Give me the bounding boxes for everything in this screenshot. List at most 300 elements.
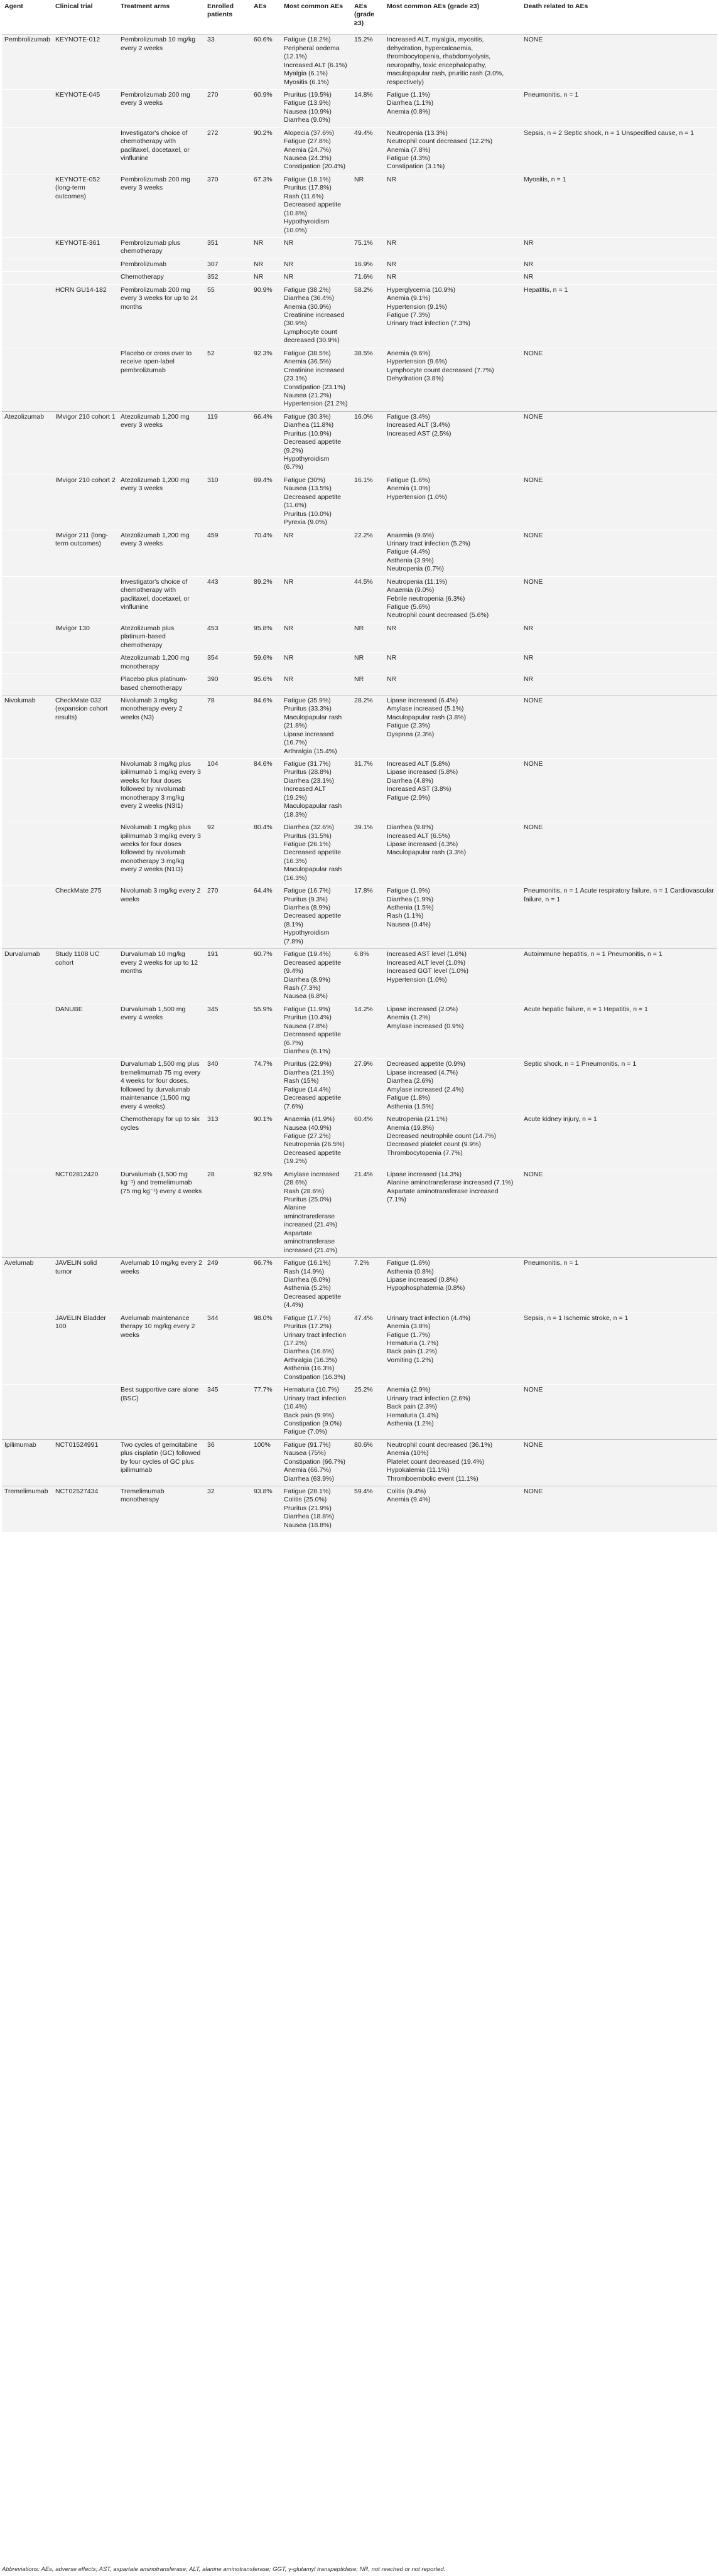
treatment-arm-cell: Chemotherapy [118,272,205,284]
common-aes-cell: Fatigue (28.1%) Colitis (25.0%) Pruritus (21.9%) Diarrhea (18.8%) Nausea (18.8%) [281,1486,352,1533]
table-row [2,949,717,1004]
trial-cell: CheckMate 275 [53,886,118,949]
header-most-common-aes-grade3: Most common AEs (grade ≥3) [384,0,521,35]
common-aes-cell: Fatigue (31.7%) Pruritus (28.8%) Diarrhea (23.1%) Increased ALT (19.2%) Maculopapular rash (18.3%) [281,759,352,822]
enrolled-cell: 351 [205,237,251,259]
aes-cell: 77.7% [251,1385,281,1440]
common-aes-grade3-cell: Fatigue (3.4%) Increased ALT (3.4%) Increased AST (2.5%) [384,411,521,475]
enrolled-cell: 28 [205,1169,251,1257]
aes-cell: 80.4% [251,822,281,886]
agent-cell [2,284,53,348]
aes-grade3-cell: 17.8% [352,886,384,949]
common-aes-grade3-cell: NR [384,623,521,652]
aes-cell: 66.4% [251,411,281,475]
enrolled-cell: 443 [205,576,251,623]
treatment-arm-cell: Pembrolizumab 200 mg every 3 weeks [118,174,205,237]
table-row [2,1385,717,1440]
treatment-arm-cell: Avelumab 10 mg/kg every 2 weeks [118,1258,205,1313]
header-most-common-aes: Most common AEs [281,0,352,35]
trial-cell: KEYNOTE-045 [53,89,118,127]
common-aes-grade3-cell: Diarrhea (9.8%) Increased ALT (6.5%) Lipase increased (4.3%) Maculopapular rash (3.3%) [384,822,521,886]
common-aes-cell: Fatigue (91.7%) Nausea (75%) Constipation (66.7%) Anemia (66.7%) Diarrhea (63.9%) [281,1439,352,1486]
trial-cell: NCT02527434 [53,1486,118,1533]
header-row [2,0,717,35]
death-cell: Hepatitis, n = 1 [521,284,717,348]
aes-cell: 92.3% [251,348,281,411]
trial-cell: KEYNOTE-052 (long-term outcomes) [53,174,118,237]
death-cell: NR [521,237,717,259]
common-aes-cell: Pruritus (19.5%) Fatigue (13.9%) Nausea (10.9%) Diarrhea (9.0%) [281,89,352,127]
trial-cell: IMvigor 211 (long-term outcomes) [53,530,118,576]
death-cell: NONE [521,411,717,475]
common-aes-cell: NR [281,272,352,284]
common-aes-grade3-cell: NR [384,174,521,237]
common-aes-cell: NR [281,530,352,576]
agent-cell [2,623,53,652]
aes-cell: 69.4% [251,475,281,530]
common-aes-grade3-cell: Urinary tract infection (4.4%) Anemia (3.8%) Fatigue (1.7%) Hematuria (1.7%) Back pain (1.2%) Vomiting (1.2%) [384,1312,521,1385]
aes-cell: 89.2% [251,576,281,623]
aes-cell: 60.9% [251,89,281,127]
aes-grade3-cell: 38.5% [352,348,384,411]
table-row [2,1312,717,1385]
enrolled-cell: 270 [205,89,251,127]
enrolled-cell: 52 [205,348,251,411]
common-aes-cell: Fatigue (19.4%) Decreased appetite (9.4%) Diarrhea (8.9%) Rash (7.3%) Nausea (6.8%) [281,949,352,1004]
agent-cell [2,89,53,127]
aes-grade3-cell: 7.2% [352,1258,384,1313]
common-aes-grade3-cell: Fatigue (1.1%) Diarrhea (1.1%) Anemia (0.8%) [384,89,521,127]
header-enrolled-patients: Enrolled patients [205,0,251,35]
death-cell: Pneumonitis, n = 1 [521,1258,717,1313]
trial-cell [53,759,118,822]
trial-cell [53,653,118,674]
aes-grade3-cell: 16.1% [352,475,384,530]
trial-cell: KEYNOTE-012 [53,35,118,90]
aes-cell: 55.9% [251,1004,281,1059]
table-row [2,35,717,90]
death-cell: Autoimmune hepatitis, n = 1 Pneumonitis, n = 1 [521,949,717,1004]
table-row [2,284,717,348]
agent-cell: Durvalumab [2,949,53,1004]
trial-cell [53,348,118,411]
common-aes-cell: Alopecia (37.6%) Fatigue (27.8%) Anemia (24.7%) Nausea (24.3%) Constipation (20.4%) [281,127,352,174]
treatment-arm-cell: Atezolizumab 1,200 mg every 3 weeks [118,411,205,475]
aes-cell: NR [251,259,281,271]
enrolled-cell: 270 [205,886,251,949]
treatment-arm-cell: Durvalumab 10 mg/kg every 2 weeks for up to 12 months [118,949,205,1004]
aes-grade3-cell: NR [352,174,384,237]
common-aes-grade3-cell: Lipase increased (2.0%) Anemia (1.2%) Amylase increased (0.9%) [384,1004,521,1059]
table-row [2,1004,717,1059]
death-cell: NONE [521,1169,717,1257]
death-cell: NR [521,259,717,271]
agent-cell [2,348,53,411]
treatment-arm-cell: Atezolizumab 1,200 mg every 3 weeks [118,475,205,530]
common-aes-grade3-cell: Anaemia (9.6%) Urinary tract infection (5.2%) Fatigue (4.4%) Asthenia (3.9%) Neutropenia (0.7%) [384,530,521,576]
common-aes-cell: NR [281,674,352,695]
death-cell: NONE [521,530,717,576]
common-aes-cell: Fatigue (17.7%) Pruritus (17.2%) Urinary tract infection (17.2%) Diarrhea (16.6%) Arthralgia (16.3%) Asthenia (16.3%) Constipation (16.3%) [281,1312,352,1385]
aes-grade3-cell: 58.2% [352,284,384,348]
table-row [2,237,717,259]
common-aes-grade3-cell: Lipase increased (14.3%) Alanine aminotransferase increased (7.1%) Aspartate aminotransferase increased (7.1%) [384,1169,521,1257]
aes-grade3-cell: 49.4% [352,127,384,174]
common-aes-grade3-cell: Increased ALT (5.8%) Lipase increased (5.8%) Diarrhea (4.8%) Increased AST (3.8%) Fatigue (2.9%) [384,759,521,822]
aes-grade3-cell: 25.2% [352,1385,384,1440]
aes-grade3-cell: 44.5% [352,576,384,623]
header-aes-grade3: AEs (grade ≥3) [352,0,384,35]
aes-cell: 60.6% [251,35,281,90]
header-treatment-arms: Treatment arms [118,0,205,35]
aes-cell: 95.6% [251,674,281,695]
trial-cell [53,576,118,623]
common-aes-grade3-cell: Lipase increased (6.4%) Amylase increased (5.1%) Maculopapular rash (3.8%) Fatigue (2.3%) Dyspnea (2.3%) [384,695,521,758]
death-cell: NR [521,653,717,674]
enrolled-cell: 272 [205,127,251,174]
common-aes-cell: Fatigue (18.2%) Peripheral oedema (12.1%) Increased ALT (6.1%) Myalgia (6.1%) Myositis (6.1%) [281,35,352,90]
agent-cell [2,259,53,271]
table-row [2,411,717,475]
trial-cell: JAVELIN Bladder 100 [53,1312,118,1385]
enrolled-cell: 352 [205,272,251,284]
common-aes-cell: Amylase increased (28.6%) Rash (28.6%) Pruritus (25.0%) Alanine aminotransferase increased (21.4%) Aspartate aminotransferase increased (21.4%) [281,1169,352,1257]
header-clinical-trial: Clinical trial [53,0,118,35]
aes-grade3-cell: NR [352,674,384,695]
table-row [2,127,717,174]
treatment-arm-cell: Pembrolizumab plus chemotherapy [118,237,205,259]
trial-cell [53,674,118,695]
treatment-arm-cell: Atezolizumab 1,200 mg every 3 weeks [118,530,205,576]
aes-grade3-cell: 31.7% [352,759,384,822]
death-cell: NR [521,674,717,695]
enrolled-cell: 313 [205,1114,251,1169]
enrolled-cell: 307 [205,259,251,271]
aes-grade3-cell: 80.6% [352,1439,384,1486]
aes-cell: 66.7% [251,1258,281,1313]
table-row [2,1258,717,1313]
common-aes-cell: Fatigue (38.5%) Anemia (36.5%) Creatinine increased (23.1%) Constipation (23.1%) Nausea (21.2%) Hypertension (21.2%) [281,348,352,411]
treatment-arm-cell: Nivolumab 3 mg/kg plus ipilimumab 1 mg/kg every 3 weeks for four doses followed by nivolumab monotherapy 3 mg/kg every 2 weeks (N3I1) [118,759,205,822]
agent-cell: Avelumab [2,1258,53,1313]
aes-grade3-cell: 14.8% [352,89,384,127]
agent-cell [2,475,53,530]
common-aes-grade3-cell: NR [384,272,521,284]
common-aes-grade3-cell: Neutrophil count decreased (36.1%) Anemia (10%) Platelet count decreased (19.4%) Hypokalemia (11.1%) Thromboembolic event (11.1%) [384,1439,521,1486]
header-aes: AEs [251,0,281,35]
aes-cell: NR [251,237,281,259]
aes-cell: 74.7% [251,1059,281,1114]
common-aes-grade3-cell: Colitis (9.4%) Anemia (9.4%) [384,1486,521,1533]
treatment-arm-cell: Nivolumab 3 mg/kg every 2 weeks [118,886,205,949]
common-aes-grade3-cell: Increased AST level (1.6%) Increased ALT level (1.0%) Increased GGT level (1.0%) Hypertension (1.0%) [384,949,521,1004]
enrolled-cell: 191 [205,949,251,1004]
enrolled-cell: 344 [205,1312,251,1385]
trial-cell: NCT02812420 [53,1169,118,1257]
death-cell: Myositis, n = 1 [521,174,717,237]
agent-cell [2,886,53,949]
table-row [2,576,717,623]
aes-grade3-cell: 22.2% [352,530,384,576]
aes-grade3-cell: 6.8% [352,949,384,1004]
common-aes-grade3-cell: NR [384,674,521,695]
table-row [2,1059,717,1114]
trial-cell: IMvigor 130 [53,623,118,652]
enrolled-cell: 370 [205,174,251,237]
treatment-arm-cell: Atezolizumab 1,200 mg monotherapy [118,653,205,674]
table-row [2,272,717,284]
treatment-arm-cell: Two cycles of gemcitabine plus cisplatin (GC) followed by four cycles of GC plus ipilimumab [118,1439,205,1486]
enrolled-cell: 340 [205,1059,251,1114]
agent-cell: Tremelimumab [2,1486,53,1533]
adverse-events-table [2,0,717,1532]
enrolled-cell: 78 [205,695,251,758]
trial-cell: IMvigor 210 cohort 1 [53,411,118,475]
aes-grade3-cell: 16.0% [352,411,384,475]
agent-cell [2,174,53,237]
trial-cell [53,1059,118,1114]
enrolled-cell: 92 [205,822,251,886]
common-aes-cell: Anaemia (41.9%) Nausea (40.9%) Fatigue (27.2%) Neutropenia (26.5%) Decreased appetite (19.2%) [281,1114,352,1169]
agent-cell: Ipilimumab [2,1439,53,1486]
treatment-arm-cell: Investigator's choice of chemotherapy with paclitaxel, docetaxel, or vinflunine [118,576,205,623]
common-aes-cell: NR [281,259,352,271]
table-row [2,653,717,674]
table-row [2,695,717,758]
table-row [2,348,717,411]
enrolled-cell: 345 [205,1385,251,1440]
aes-grade3-cell: 15.2% [352,35,384,90]
death-cell: NONE [521,759,717,822]
death-cell: Pneumonitis, n = 1 [521,89,717,127]
treatment-arm-cell: Placebo plus platinum-based chemotherapy [118,674,205,695]
treatment-arm-cell: Nivolumab 1 mg/kg plus ipilimumab 3 mg/kg every 3 weeks for four doses followed by nivolumab monotherapy 3 mg/kg every 2 weeks (N1I3) [118,822,205,886]
common-aes-cell: Hematuria (10.7%) Urinary tract infection (10.4%) Back pain (9.9%) Constipation (9.0%) Fatigue (7.0%) [281,1385,352,1440]
common-aes-cell: Fatigue (16.1%) Rash (14.9%) Diarrhea (6.0%) Asthenia (5.2%) Decreased appetite (4.4%) [281,1258,352,1313]
aes-cell: 67.3% [251,174,281,237]
common-aes-cell: Fatigue (35.9%) Pruritus (33.3%) Maculopapular rash (21.8%) Lipase increased (16.7%) Arthralgia (15.4%) [281,695,352,758]
table-row [2,1169,717,1257]
table-row [2,530,717,576]
aes-cell: 93.8% [251,1486,281,1533]
trial-cell: JAVELIN solid tumor [53,1258,118,1313]
trial-cell: IMvigor 210 cohort 2 [53,475,118,530]
aes-grade3-cell: 39.1% [352,822,384,886]
aes-cell: 90.9% [251,284,281,348]
death-cell: NONE [521,576,717,623]
enrolled-cell: 310 [205,475,251,530]
enrolled-cell: 33 [205,35,251,90]
aes-cell: 95.8% [251,623,281,652]
aes-grade3-cell: 28.2% [352,695,384,758]
agent-cell [2,530,53,576]
aes-cell: 59.6% [251,653,281,674]
table-row [2,623,717,652]
common-aes-cell: Fatigue (16.7%) Pruritus (9.3%) Diarrhea (8.9%) Decreased appetite (8.1%) Hypothyroidism (7.8%) [281,886,352,949]
common-aes-cell: Pruritus (22.9%) Diarrhea (21.1%) Rash (15%) Fatigue (14.4%) Decreased appetite (7.6%) [281,1059,352,1114]
common-aes-cell: NR [281,237,352,259]
death-cell: NR [521,623,717,652]
treatment-arm-cell: Investigator's choice of chemotherapy with paclitaxel, docetaxel, or vinflunine [118,127,205,174]
table-row [2,1114,717,1169]
agent-cell [2,576,53,623]
aes-grade3-cell: 59.4% [352,1486,384,1533]
death-cell: Acute hepatic failure, n = 1 Hepatitis, n = 1 [521,1004,717,1059]
aes-grade3-cell: 21.4% [352,1169,384,1257]
trial-cell: KEYNOTE-361 [53,237,118,259]
table-row [2,886,717,949]
agent-cell [2,1312,53,1385]
treatment-arm-cell: Tremelimumab monotherapy [118,1486,205,1533]
death-cell: Pneumonitis, n = 1 Acute respiratory failure, n = 1 Cardiovascular failure, n = 1 [521,886,717,949]
common-aes-grade3-cell: Fatigue (1.6%) Anemia (1.0%) Hypertension (1.0%) [384,475,521,530]
table-row [2,174,717,237]
agent-cell [2,653,53,674]
agent-cell [2,674,53,695]
trial-cell [53,259,118,271]
table-row [2,1486,717,1533]
agent-cell [2,759,53,822]
common-aes-cell: Fatigue (38.2%) Diarrhea (36.4%) Anemia (30.9%) Creatinine increased (30.9%) Lymphocyte count decreased (30.9%) [281,284,352,348]
death-cell: NONE [521,348,717,411]
agent-cell [2,237,53,259]
aes-grade3-cell: 75.1% [352,237,384,259]
treatment-arm-cell: Chemotherapy for up to six cycles [118,1114,205,1169]
trial-cell: HCRN GU14-182 [53,284,118,348]
trial-cell [53,822,118,886]
aes-grade3-cell: 27.9% [352,1059,384,1114]
aes-grade3-cell: NR [352,653,384,674]
treatment-arm-cell: Pembrolizumab 10 mg/kg every 2 weeks [118,35,205,90]
trial-cell: CheckMate 032 (expansion cohort results) [53,695,118,758]
common-aes-grade3-cell: NR [384,259,521,271]
aes-cell: 100% [251,1439,281,1486]
trial-cell [53,127,118,174]
common-aes-cell: NR [281,623,352,652]
aes-cell: 98.0% [251,1312,281,1385]
treatment-arm-cell: Best supportive care alone (BSC) [118,1385,205,1440]
enrolled-cell: 345 [205,1004,251,1059]
trial-cell [53,272,118,284]
common-aes-grade3-cell: Anemia (9.6%) Hypertension (9.6%) Lymphocyte count decreased (7.7%) Dehydration (3.8%) [384,348,521,411]
treatment-arm-cell: Durvalumab 1,500 mg plus tremelimumab 75 mg every 4 weeks for four doses, followed by durvalumab maintenance (1,500 mg every 4 weeks) [118,1059,205,1114]
common-aes-cell: NR [281,576,352,623]
death-cell: NONE [521,1439,717,1486]
enrolled-cell: 104 [205,759,251,822]
table-row [2,259,717,271]
common-aes-grade3-cell: Hyperglycemia (10.9%) Anemia (9.1%) Hypertension (9.1%) Fatigue (7.3%) Urinary tract infection (7.3%) [384,284,521,348]
treatment-arm-cell: Nivolumab 3 mg/kg monotherapy every 2 weeks (N3) [118,695,205,758]
aes-cell: 70.4% [251,530,281,576]
enrolled-cell: 32 [205,1486,251,1533]
common-aes-grade3-cell: Decreased appetite (0.9%) Lipase increased (4.7%) Diarrhea (2.6%) Amylase increased (2.4%) Fatigue (1.8%) Asthenia (1.5%) [384,1059,521,1114]
agent-cell [2,1059,53,1114]
enrolled-cell: 459 [205,530,251,576]
aes-cell: 64.4% [251,886,281,949]
table-row [2,759,717,822]
agent-cell: Nivolumab [2,695,53,758]
trial-cell: DANUBE [53,1004,118,1059]
common-aes-cell: Fatigue (30%) Nausea (13.5%) Decreased appetite (11.6%) Pruritus (10.0%) Pyrexia (9.0%) [281,475,352,530]
aes-cell: 84.6% [251,759,281,822]
table-row [2,1439,717,1486]
aes-cell: 90.1% [251,1114,281,1169]
treatment-arm-cell: Pembrolizumab 200 mg every 3 weeks for up to 24 months [118,284,205,348]
common-aes-cell: Fatigue (11.9%) Pruritus (10.4%) Nausea (7.8%) Decreased appetite (6.7%) Diarrhea (6.1%) [281,1004,352,1059]
common-aes-cell: Diarrhea (32.6%) Pruritus (31.5%) Fatigue (26.1%) Decreased appetite (16.3%) Maculopapular rash (16.3%) [281,822,352,886]
death-cell: NONE [521,35,717,90]
death-cell: NONE [521,475,717,530]
agent-cell: Pembrolizumab [2,35,53,90]
agent-cell [2,822,53,886]
agent-cell [2,1385,53,1440]
agent-cell [2,272,53,284]
trial-cell [53,1114,118,1169]
common-aes-cell: NR [281,653,352,674]
aes-grade3-cell: 16.9% [352,259,384,271]
enrolled-cell: 390 [205,674,251,695]
aes-cell: 90.2% [251,127,281,174]
aes-grade3-cell: NR [352,623,384,652]
aes-grade3-cell: 14.2% [352,1004,384,1059]
trial-cell [53,1385,118,1440]
aes-grade3-cell: 60.4% [352,1114,384,1169]
treatment-arm-cell: Pembrolizumab [118,259,205,271]
aes-cell: 60.7% [251,949,281,1004]
footnote: Abbreviations: AEs, adverse effects; AST, aspartate aminotransferase; ALT, alanine aminotransferase; GGT, γ-glutamyl transpeptidase; NR, not reached or not reported. [2,2566,446,2573]
aes-cell: NR [251,272,281,284]
treatment-arm-cell: Avelumab maintenance therapy 10 mg/kg every 2 weeks [118,1312,205,1385]
trial-cell: NCT01524991 [53,1439,118,1486]
death-cell: Sepsis, n = 1 Ischemic stroke, n = 1 [521,1312,717,1385]
table-row [2,475,717,530]
agent-cell [2,1169,53,1257]
common-aes-grade3-cell: NR [384,237,521,259]
enrolled-cell: 354 [205,653,251,674]
aes-cell: 92.9% [251,1169,281,1257]
treatment-arm-cell: Durvalumab (1,500 mg kg⁻¹) and tremelimumab (75 mg kg⁻¹) every 4 weeks [118,1169,205,1257]
agent-cell [2,127,53,174]
enrolled-cell: 55 [205,284,251,348]
aes-grade3-cell: 47.4% [352,1312,384,1385]
death-cell: Acute kidney injury, n = 1 [521,1114,717,1169]
common-aes-grade3-cell: Increased ALT, myalgia, myositis, dehydration, hypercalcaemia, thrombocytopenia, rhabdomyolysis, neuropathy, toxic encephalopathy, maculopapular rash, pruritic rash (3.0%, respectively) [384,35,521,90]
table-row [2,674,717,695]
agent-cell [2,1114,53,1169]
common-aes-grade3-cell: Anemia (2.9%) Urinary tract infection (2.6%) Back pain (2.3%) Hematuria (1.4%) Asthenia (1.2%) [384,1385,521,1440]
header-agent: Agent [2,0,53,35]
common-aes-grade3-cell: NR [384,653,521,674]
death-cell: NONE [521,822,717,886]
common-aes-grade3-cell: Fatigue (1.9%) Diarrhea (1.9%) Asthenia (1.5%) Rash (1.1%) Nausea (0.4%) [384,886,521,949]
common-aes-grade3-cell: Neutropenia (13.3%) Neutrophil count decreased (12.2%) Anemia (7.8%) Fatigue (4.3%) Constipation (3.1%) [384,127,521,174]
common-aes-cell: Fatigue (18.1%) Pruritus (17.8%) Rash (11.6%) Decreased appetite (10.8%) Hypothyroidism (10.0%) [281,174,352,237]
treatment-arm-cell: Durvalumab 1,500 mg every 4 weeks [118,1004,205,1059]
table-body [2,35,717,1532]
aes-grade3-cell: 71.6% [352,272,384,284]
enrolled-cell: 119 [205,411,251,475]
treatment-arm-cell: Placebo or cross over to receive open-label pembrolizumab [118,348,205,411]
enrolled-cell: 249 [205,1258,251,1313]
death-cell: NONE [521,1486,717,1533]
death-cell: NONE [521,695,717,758]
table-row [2,822,717,886]
header-death: Death related to AEs [521,0,717,35]
death-cell: Septic shock, n = 1 Pneumonitis, n = 1 [521,1059,717,1114]
common-aes-grade3-cell: Neutropenia (21.1%) Anemia (19.8%) Decreased neutrophile count (14.7%) Decreased platelet count (9.9%) Thrombocytopenia (7.7%) [384,1114,521,1169]
table-row [2,89,717,127]
enrolled-cell: 453 [205,623,251,652]
